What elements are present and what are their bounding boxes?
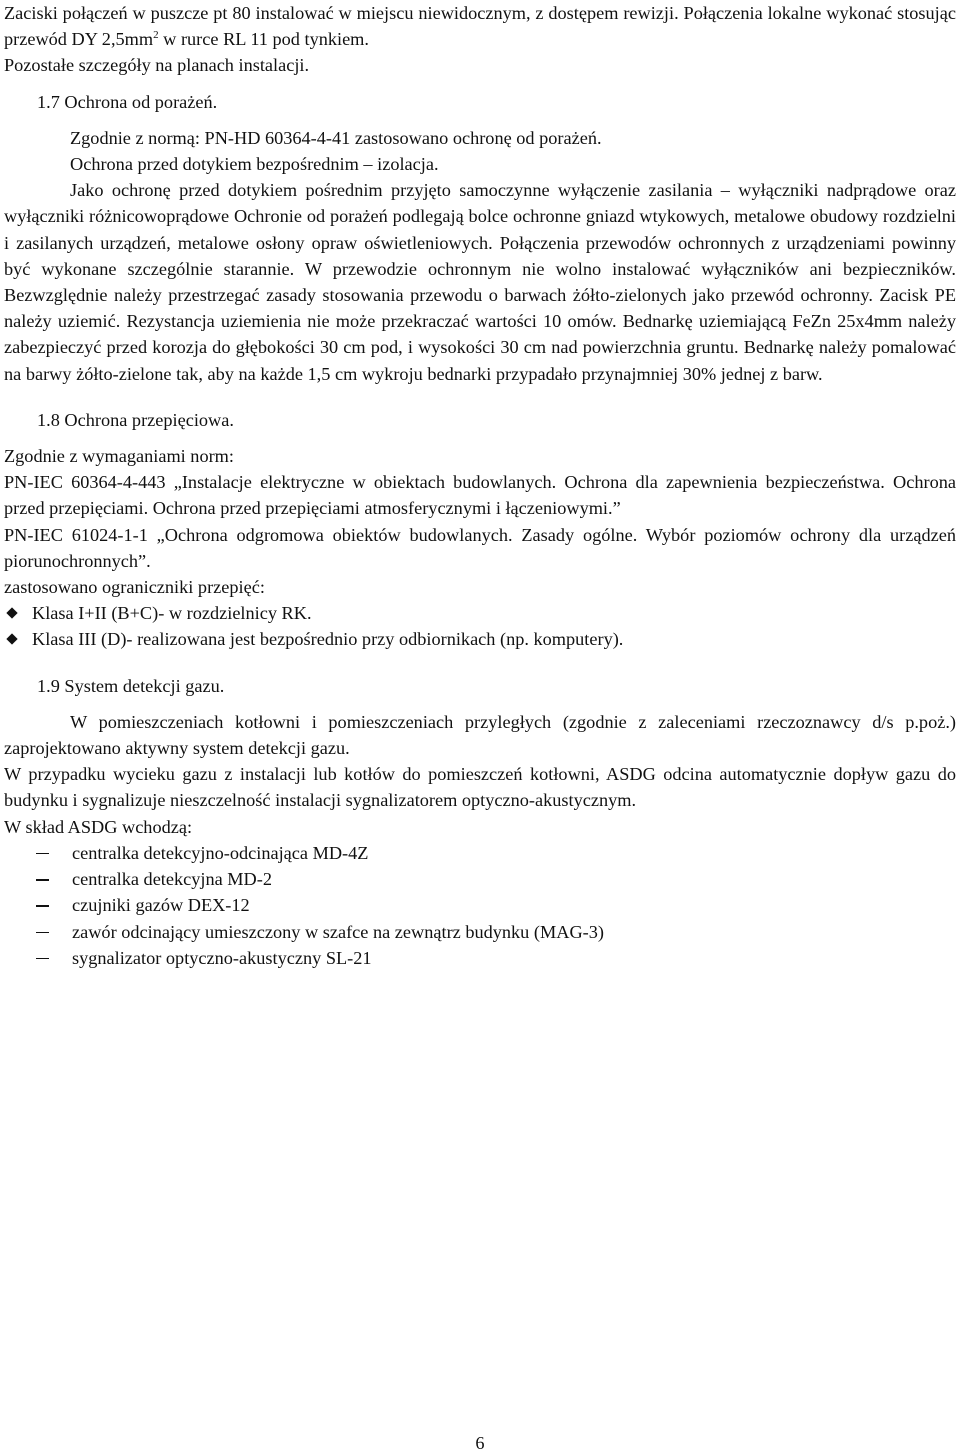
dash-bullet-icon [36,853,49,855]
intro-text-tail: w rurce RL 11 pod tynkiem. [158,29,369,50]
section-19-p3: W skład ASDG wchodzą: [4,816,193,837]
intro-paragraph [4,0,956,52]
list-item [4,945,956,971]
intro-line2: Pozostałe szczegóły na planach instalacji. [4,55,310,76]
list-item [4,626,956,652]
section-18-p1: Zgodnie z wymaganiami norm: [4,446,234,467]
section-18-p2: PN-IEC 60364-4-443 „Instalacje elektryczne w obiektach budowlanych. Ochrona dla zapewnienia bezpieczeństwa. Ochrona przed przepięciami. Ochrona przed przepięciami atmosferycznymi i łączeniowymi.” [4,472,956,519]
asdg-components-list [4,840,956,971]
section-19-p2: W przypadku wycieku gazu z instalacji lub kotłów do pomieszczeń kotłowni, ASDG odcina automatycznie dopływ gazu do budynku i sygnalizuje nieszczelność instalacji sygnalizatorem optyczno-akustycznym. [4,764,956,811]
section-17-heading: 1.7 Ochrona od porażeń. [37,91,218,112]
list-item-text: centralka detekcyjno-odcinająca MD-4Z [72,842,369,863]
list-item [4,840,956,866]
list-item-text: centralka detekcyjna MD-2 [72,869,272,890]
page-number: 6 [475,1433,485,1453]
intro-text: Zaciski połączeń w puszcze pt 80 instalować w miejscu niewidocznym, z dostępem rewizji. Połączenia lokalne wykonać stosując przewód DY 2,5mm [4,3,956,50]
dash-bullet-icon [36,932,49,934]
diamond-bullet-icon [6,608,17,619]
section-17-p2: Ochrona przed dotykiem bezpośrednim – izolacja. [70,154,439,175]
section-19-p1: W pomieszczeniach kotłowni i pomieszczeniach przyległych (zgodnie z zaleceniami rzeczoznawcy d/s p.poż.) zaprojektowano aktywny system detekcji gazu. [4,711,956,759]
superscript: 2 [153,29,159,42]
diamond-bullet-icon [6,634,17,645]
list-item [4,600,956,626]
list-item-text: Klasa III (D)- realizowana jest bezpośrednio przy odbiornikach (np. komputery). [32,629,624,650]
list-item [4,892,956,918]
list-item-text: zawór odcinający umieszczony w szafce na zewnątrz budynku (MAG-3) [72,921,604,942]
section-18-heading: 1.8 Ochrona przepięciowa. [37,409,234,430]
list-item-text: Klasa I+II (B+C)- w rozdzielnicy RK. [32,603,312,624]
list-item [4,919,956,945]
section-18-p3: PN-IEC 61024-1-1 „Ochrona odgromowa obiektów budowlanych. Zasady ogólne. Wybór poziomów ochrony dla urządzeń piorunochronnych”. [4,524,956,571]
section-19-heading: 1.9 System detekcji gazu. [37,675,225,696]
dash-bullet-icon [36,958,49,960]
list-item-text: czujniki gazów DEX-12 [72,895,250,916]
dash-bullet-icon [36,905,49,907]
surge-protector-list [4,600,956,652]
section-17-p3: Jako ochronę przed dotykiem pośrednim przyjęto samoczynne wyłączenie zasilania – wyłączniki nadprądowe oraz wyłączniki różnicowoprądowe Ochronie od porażeń podlegają bolce ochronne gniazd wtykowych, metalowe obudowy rozdzielni i zasilanych urządzeń, metalowe osłony opraw oświetleniowych. Połączenia przewodów ochronnych z urządzeniami powinny być wykonane szczególnie starannie. W przewodzie ochronnym nie wolno instalować wyłączników ani bezpieczników. Bezwzględnie należy przestrzegać zasady stosowania przewodu o barwach żółto-zielonych jako przewód ochronny. Zacisk PE należy uziemić. Rezystancja uziemienia nie może przekraczać wartości 10 omów. Bednarkę uziemiającą FeZn 25x4mm należy zabezpieczyć przed korozja do głębokości 30 cm pod, i wysokości 30 cm nad powierzchnia gruntu. Bednarkę należy pomalować na barwy żółto-zielone tak, aby na każde 1,5 cm wykroju bednarki przypadało przynajmniej 30% jednej z barw. [4,180,956,384]
list-item [4,866,956,892]
section-18-p4: zastosowano ograniczniki przepięć: [4,577,265,598]
section-17-p1: Zgodnie z normą: PN-HD 60364-4-41 zastosowano ochronę od porażeń. [70,127,602,148]
dash-bullet-icon [36,879,49,881]
list-item-text: sygnalizator optyczno-akustyczny SL-21 [72,947,372,968]
